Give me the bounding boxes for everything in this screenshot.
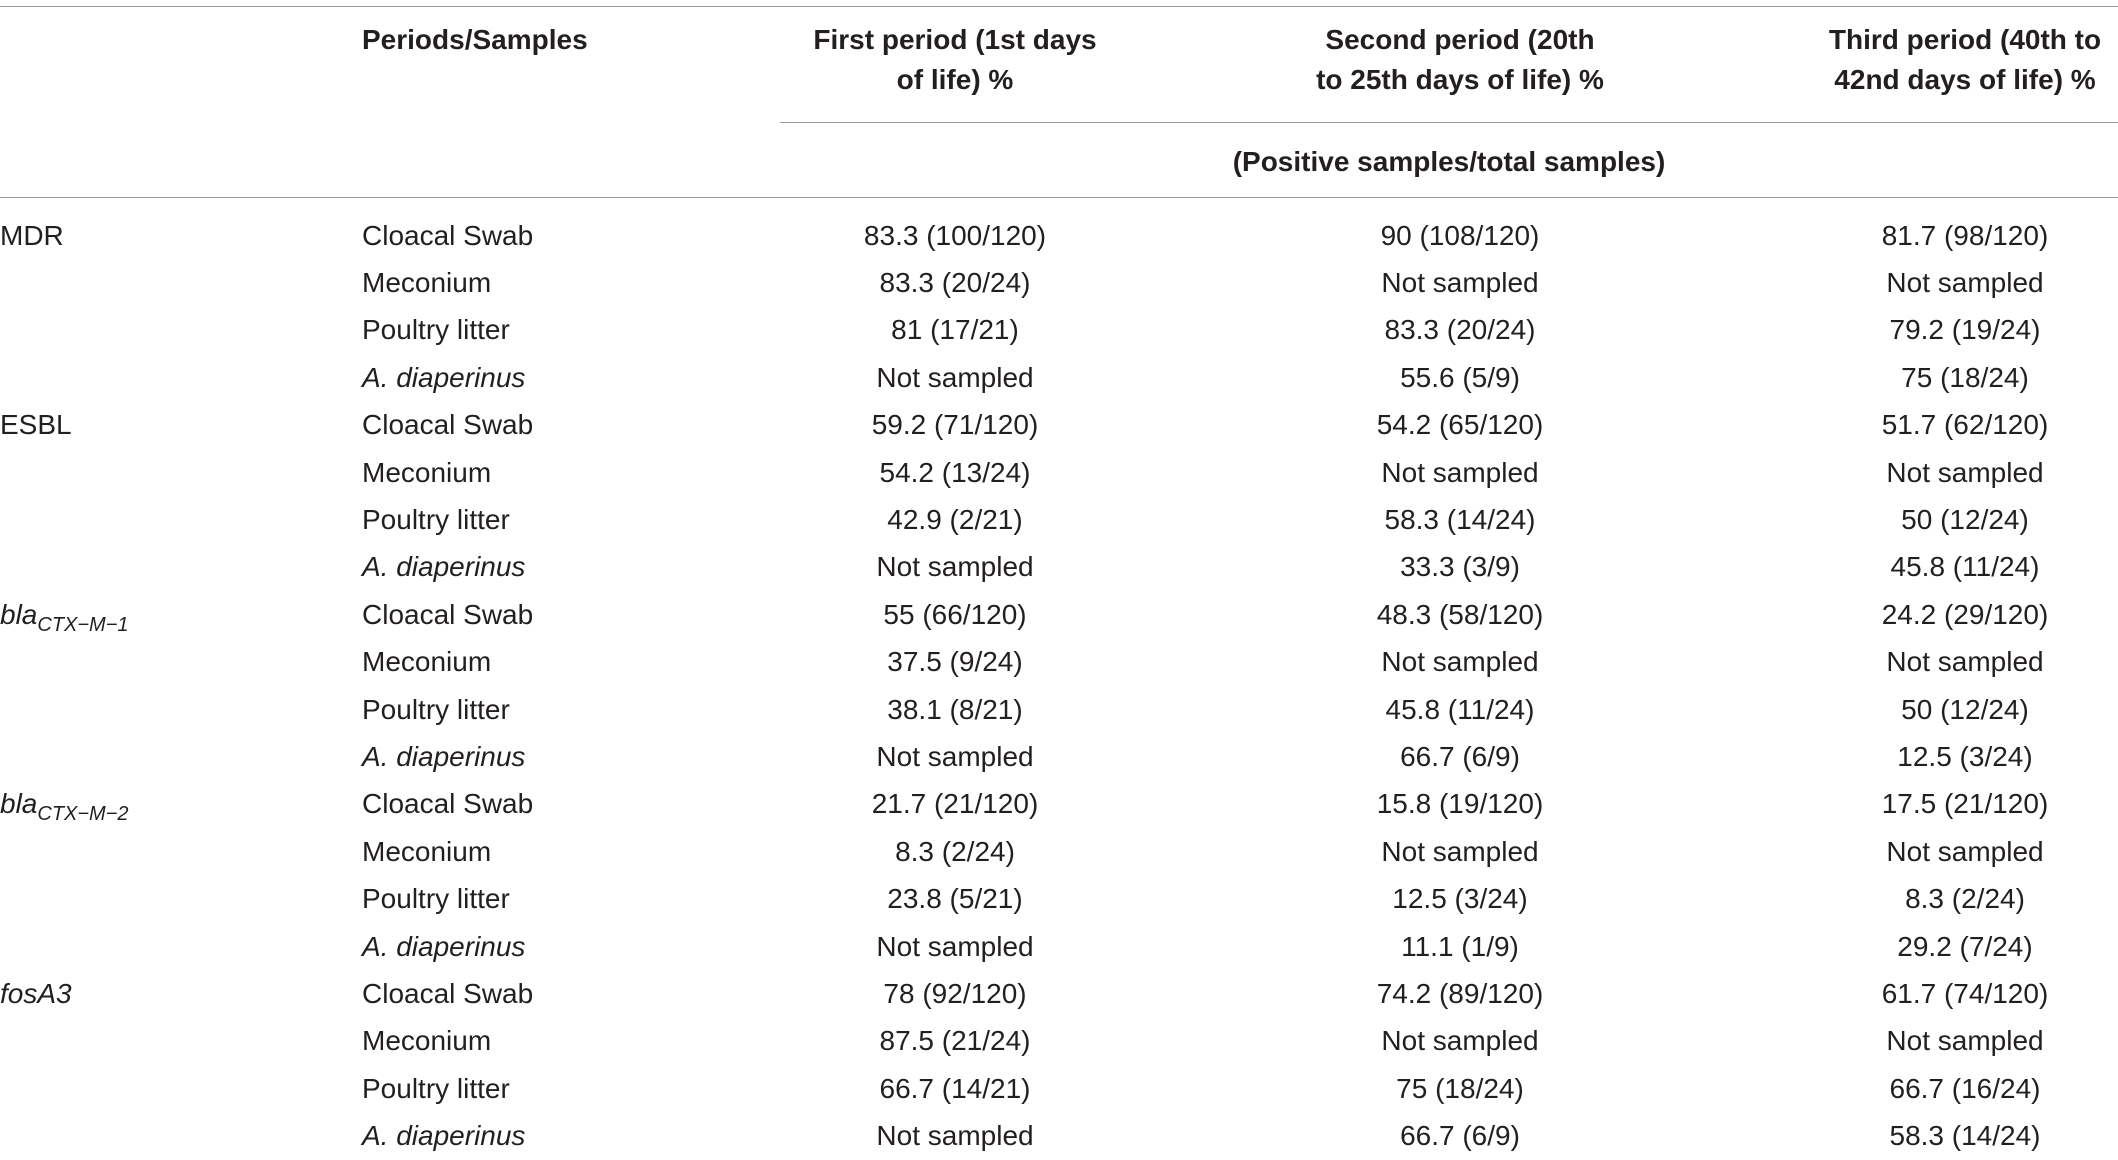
header-period-1-line-1: First period (1st days xyxy=(813,24,1097,55)
sample-label: Poultry litter xyxy=(362,883,510,915)
table-row xyxy=(0,686,2118,733)
period-3-value: Not sampled xyxy=(1886,1025,2044,1057)
period-2-value: Not sampled xyxy=(1381,1025,1539,1057)
category-label: ESBL xyxy=(0,409,72,441)
sample-label: Meconium xyxy=(362,456,492,488)
period-2-value: 45.8 (11/24) xyxy=(1385,693,1535,725)
sample-label: Poultry litter xyxy=(362,314,510,346)
period-3-value: 51.7 (62/120) xyxy=(1881,409,2049,441)
header-samples: Periods/Samples xyxy=(362,24,588,55)
period-3-value: 75 (18/24) xyxy=(1901,361,2029,393)
period-1-value: 66.7 (14/21) xyxy=(879,1072,1031,1104)
header-span-rule xyxy=(780,122,2118,123)
table-row xyxy=(0,1065,2118,1112)
sample-label: A. diaperinus xyxy=(362,740,526,772)
table-row xyxy=(0,923,2118,970)
period-3-value: 24.2 (29/120) xyxy=(1881,598,2049,630)
period-2-value: 11.1 (1/9) xyxy=(1401,930,1519,962)
period-1-value: 54.2 (13/24) xyxy=(879,456,1031,488)
table-row xyxy=(0,639,2118,686)
table-row xyxy=(0,875,2118,922)
period-1-value: 59.2 (71/120) xyxy=(871,409,1039,441)
sample-label: Cloacal Swab xyxy=(362,409,534,441)
period-2-value: 66.7 (6/9) xyxy=(1400,740,1520,772)
period-1-value: 42.9 (2/21) xyxy=(887,504,1023,536)
category-label: MDR xyxy=(0,219,64,251)
sample-label: A. diaperinus xyxy=(362,1120,526,1152)
table-row xyxy=(0,828,2118,875)
table-row xyxy=(0,733,2118,780)
period-3-value: Not sampled xyxy=(1886,267,2044,299)
period-3-value: 17.5 (21/120) xyxy=(1881,788,2049,820)
table-row xyxy=(0,449,2118,496)
sample-label: A. diaperinus xyxy=(362,361,526,393)
period-1-value: 37.5 (9/24) xyxy=(887,646,1023,678)
results-table xyxy=(0,212,2118,1160)
period-2-value: 90 (108/120) xyxy=(1380,219,1540,251)
period-1-value: 55 (66/120) xyxy=(883,598,1027,630)
period-2-value: 58.3 (14/24) xyxy=(1384,504,1536,536)
table-row xyxy=(0,259,2118,306)
header-period-1 xyxy=(745,20,1165,100)
period-3-value: Not sampled xyxy=(1886,646,2044,678)
period-2-value: 48.3 (58/120) xyxy=(1376,598,1544,630)
period-3-value: 8.3 (2/24) xyxy=(1905,883,2025,915)
table-row xyxy=(0,212,2118,259)
header-subheader: (Positive samples/total samples) xyxy=(1232,146,1666,177)
period-2-value: Not sampled xyxy=(1381,646,1539,678)
table-row xyxy=(0,970,2118,1017)
period-1-value: 78 (92/120) xyxy=(883,977,1027,1009)
period-1-value: Not sampled xyxy=(876,551,1034,583)
period-3-value: 50 (12/24) xyxy=(1901,693,2029,725)
header-period-2-line-1: Second period (20th xyxy=(1325,24,1595,55)
period-2-value: 66.7 (6/9) xyxy=(1400,1120,1520,1152)
period-2-value: 12.5 (3/24) xyxy=(1392,883,1528,915)
period-2-value: 74.2 (89/120) xyxy=(1376,977,1544,1009)
category-label xyxy=(0,781,362,828)
gene-subscript: CTX−M−2 xyxy=(37,803,129,826)
period-2-value: Not sampled xyxy=(1381,835,1539,867)
header-period-3-line-2: 42nd days of life) % xyxy=(1834,64,2096,95)
period-1-value: 83.3 (20/24) xyxy=(879,267,1031,299)
period-1-value: Not sampled xyxy=(876,930,1034,962)
header-period-1-line-2: of life) % xyxy=(896,64,1014,95)
sample-label: Cloacal Swab xyxy=(362,598,534,630)
period-3-value: Not sampled xyxy=(1886,835,2044,867)
period-3-value: 66.7 (16/24) xyxy=(1889,1072,2041,1104)
header-period-2-line-2: to 25th days of life) % xyxy=(1316,64,1604,95)
period-1-value: 81 (17/21) xyxy=(891,314,1019,346)
period-2-value: 83.3 (20/24) xyxy=(1384,314,1536,346)
period-3-value: 79.2 (19/24) xyxy=(1889,314,2041,346)
period-3-value: 12.5 (3/24) xyxy=(1897,740,2033,772)
table-top-rule xyxy=(0,6,2118,7)
table-row xyxy=(0,307,2118,354)
period-3-value: 61.7 (74/120) xyxy=(1881,977,2049,1009)
period-1-value: Not sampled xyxy=(876,1120,1034,1152)
sample-label: Poultry litter xyxy=(362,693,510,725)
table-row xyxy=(0,402,2118,449)
period-3-value: 45.8 (11/24) xyxy=(1890,551,2040,583)
sample-label: Poultry litter xyxy=(362,504,510,536)
sample-label: Meconium xyxy=(362,267,492,299)
gene-name: bla xyxy=(0,598,38,630)
period-3-value: 81.7 (98/120) xyxy=(1881,219,2049,251)
table-row xyxy=(0,781,2118,828)
period-2-value: Not sampled xyxy=(1381,267,1539,299)
header-period-2 xyxy=(1250,20,1670,100)
period-2-value: 54.2 (65/120) xyxy=(1376,409,1544,441)
period-1-value: 38.1 (8/21) xyxy=(887,693,1023,725)
period-3-value: 58.3 (14/24) xyxy=(1889,1120,2041,1152)
period-3-value: 50 (12/24) xyxy=(1901,504,2029,536)
sample-label: Cloacal Swab xyxy=(362,977,534,1009)
period-1-value: 8.3 (2/24) xyxy=(895,835,1015,867)
table-row xyxy=(0,591,2118,638)
period-3-value: Not sampled xyxy=(1886,456,2044,488)
sample-label: Poultry litter xyxy=(362,1072,510,1104)
gene-name: bla xyxy=(0,788,38,820)
sample-label: Cloacal Swab xyxy=(362,788,534,820)
gene-subscript: CTX−M−1 xyxy=(37,613,129,636)
period-2-value: Not sampled xyxy=(1381,456,1539,488)
period-1-value: 23.8 (5/21) xyxy=(887,883,1023,915)
table-row xyxy=(0,354,2118,401)
table-row xyxy=(0,496,2118,543)
period-1-value: Not sampled xyxy=(876,361,1034,393)
table-row xyxy=(0,1018,2118,1065)
table-row xyxy=(0,1112,2118,1159)
sample-label: A. diaperinus xyxy=(362,551,526,583)
header-period-3-line-1: Third period (40th to xyxy=(1828,24,2102,55)
period-2-value: 75 (18/24) xyxy=(1396,1072,1524,1104)
category-label xyxy=(0,591,362,638)
period-1-value: 21.7 (21/120) xyxy=(871,788,1039,820)
period-2-value: 15.8 (19/120) xyxy=(1376,788,1544,820)
period-2-value: 33.3 (3/9) xyxy=(1400,551,1520,583)
period-3-value: 29.2 (7/24) xyxy=(1897,930,2033,962)
sample-label: Meconium xyxy=(362,646,492,678)
sample-label: Meconium xyxy=(362,835,492,867)
sample-label: A. diaperinus xyxy=(362,930,526,962)
table-row xyxy=(0,544,2118,591)
sample-label: Cloacal Swab xyxy=(362,219,534,251)
period-2-value: 55.6 (5/9) xyxy=(1400,361,1520,393)
period-1-value: 87.5 (21/24) xyxy=(879,1025,1031,1057)
period-1-value: Not sampled xyxy=(876,740,1034,772)
header-period-3 xyxy=(1755,20,2118,100)
period-1-value: 83.3 (100/120) xyxy=(863,219,1047,251)
sample-label: Meconium xyxy=(362,1025,492,1057)
category-label: fosA3 xyxy=(0,977,72,1009)
header-bottom-rule xyxy=(0,197,2118,198)
